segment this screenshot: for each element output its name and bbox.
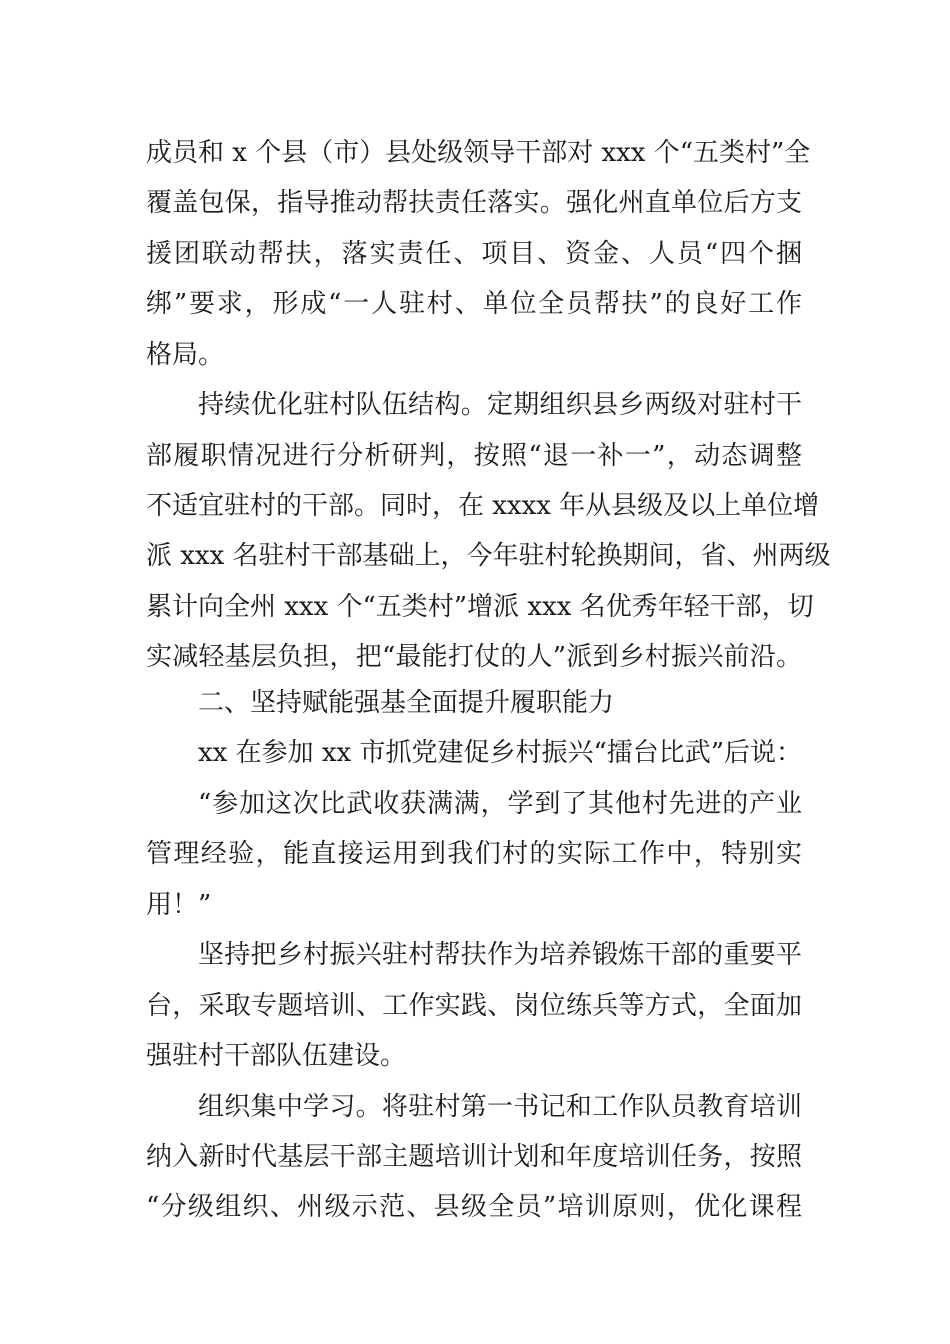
text-line: 组织集中学习。将驻村第一书记和工作队员教育培训 [198, 1092, 802, 1122]
section-heading: 二、坚持赋能强基全面提升履职能力 [198, 688, 615, 718]
text-line: 台，采取专题培训、工作实践、岗位练兵等方式，全面加 [146, 991, 802, 1021]
text-line: 坚持把乡村振兴驻村帮扶作为培养锻炼干部的重要平 [198, 940, 802, 970]
text-line: 累计向全州 xxx 个“五类村”增派 xxx 名优秀年轻干部，切 [146, 592, 814, 622]
text-line: “分级组织、州级示范、县级全员”培训原则，优化课程 [146, 1192, 802, 1222]
text-line: 强驻村干部队伍建设。 [146, 1041, 407, 1071]
quote-line: 用！” [146, 890, 212, 920]
text-line: 实减轻基层负担，把“最能打仗的人”派到乡村振兴前沿。 [146, 642, 802, 672]
text-line: 援团联动帮扶，落实责任、项目、资金、人员“四个捆 [146, 239, 802, 269]
text-line: 绑”要求，形成“一人驻村、单位全员帮扶”的良好工作 [146, 289, 802, 319]
text-line: 格局。 [146, 340, 225, 370]
text-line: xx 在参加 xx 市抓党建促乡村振兴“擂台比武”后说： [198, 738, 803, 768]
text-line: 部履职情况进行分析研判，按照“退一补一”，动态调整 [146, 441, 802, 471]
text-line: 成员和 x 个县（市）县处级领导干部对 xxx 个“五类村”全 [146, 138, 811, 168]
text-line: 覆盖包保，指导推动帮扶责任落实。强化州直单位后方支 [146, 188, 802, 218]
text-line: 纳入新时代基层干部主题培训计划和年度培训任务，按照 [146, 1142, 802, 1172]
quote-line: 管理经验，能直接运用到我们村的实际工作中，特别实 [146, 839, 802, 869]
text-line: 持续优化驻村队伍结构。定期组织县乡两级对驻村干 [198, 390, 802, 420]
text-line: 不适宜驻村的干部。同时，在 xxxx 年从县级及以上单位增 [146, 491, 820, 521]
quote-line: “参加这次比武收获满满，学到了其他村先进的产业 [198, 789, 802, 819]
text-line: 派 xxx 名驻村干部基础上，今年驻村轮换期间，省、州两级 [146, 541, 831, 571]
